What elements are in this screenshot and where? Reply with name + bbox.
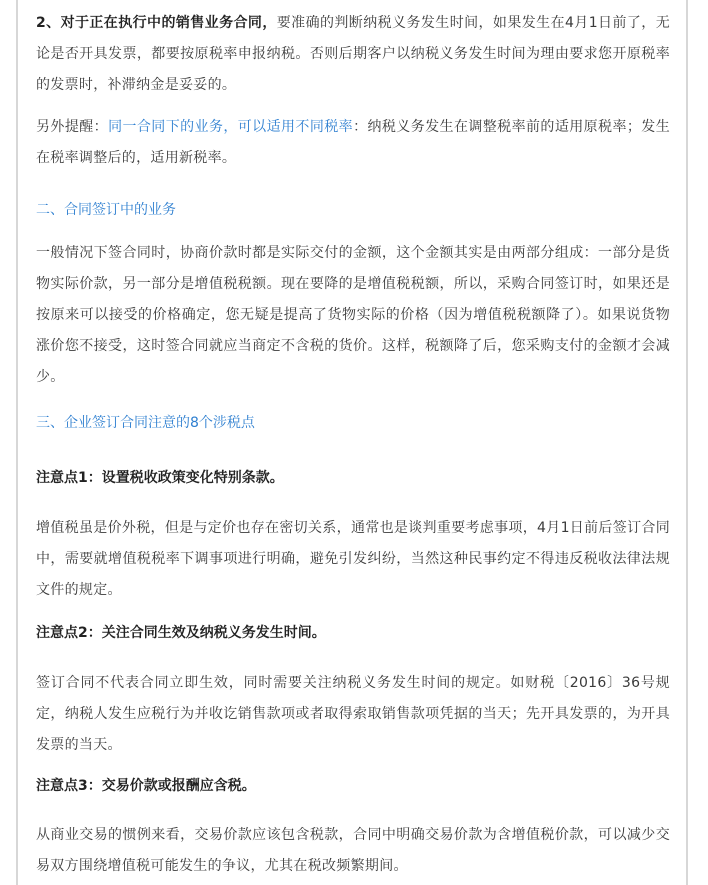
note-3-body: 从商业交易的惯例来看，交易价款应该包含税款，合同中明确交易价款为含增值税价款，可以减少交易双方围绕增值税可能发生的争议，尤其在税改频繁期间。 bbox=[36, 827, 670, 874]
paragraph-reminder bbox=[36, 112, 670, 174]
note-1-title: 注意点1：设置税收政策变化特别条款。 bbox=[36, 470, 284, 486]
paragraph-contract-signing: 一般情况下签合同时，协商价款时都是实际交付的金额，这个金额其实是由两部分组成：一部分是货物实际价款，另一部分是增值税税额。现在要降的是增值税税额，所以，采购合同签订时，如果还是按原来可以接受的价格确定，您无疑是提高了货物实际的价格（因为增值税税额降了）。如果说货物涨价您不接受，这时签合同就应当商定不含税的货价。这样，税额降了后，您采购支付的金额才会减少。 bbox=[36, 245, 670, 385]
section-heading-3: 三、企业签订合同注意的8个涉税点 bbox=[36, 415, 255, 431]
note-2-title: 注意点2：关注合同生效及纳税义务发生时间。 bbox=[36, 625, 326, 641]
note-1-body: 增值税虽是价外税，但是与定价也存在密切关系，通常也是谈判重要考虑事项，4月1日前后签订合同中，需要就增值税税率下调事项进行明确，避免引发纠纷，当然这种民事约定不得违反税收法律法规文件的规定。 bbox=[36, 520, 670, 598]
note-2-body: 签订合同不代表合同立即生效，同时需要关注纳税义务发生时间的规定。如财税〔2016〕36号规定，纳税人发生应税行为并收讫销售款项或者取得索取销售款项凭据的当天；先开具发票的，为开具发票的当天。 bbox=[36, 675, 670, 753]
paragraph-lead: 2、对于正在执行中的销售业务合同， bbox=[36, 15, 277, 31]
section-heading-2: 二、合同签订中的业务 bbox=[36, 202, 176, 218]
note-3-title: 注意点3：交易价款或报酬应含税。 bbox=[36, 778, 256, 794]
paragraph-sales-contracts bbox=[36, 8, 670, 101]
reminder-text: ：纳税义务发生在调整税率前的适用原税率；发生在税率调整后的，适用新税率。 bbox=[36, 119, 670, 166]
paragraph-text: 要准确的判断纳税义务发生时间，如果发生在4月1日前了，无论是否开具发票，都要按原税率申报纳税。否则后期客户以纳税义务发生时间为理由要求您开原税率的发票时，补滞纳金是妥妥的。 bbox=[36, 15, 670, 93]
reminder-prefix: 另外提醒： bbox=[36, 119, 109, 135]
reminder-highlight: 同一合同下的业务，可以适用不同税率 bbox=[108, 119, 354, 135]
